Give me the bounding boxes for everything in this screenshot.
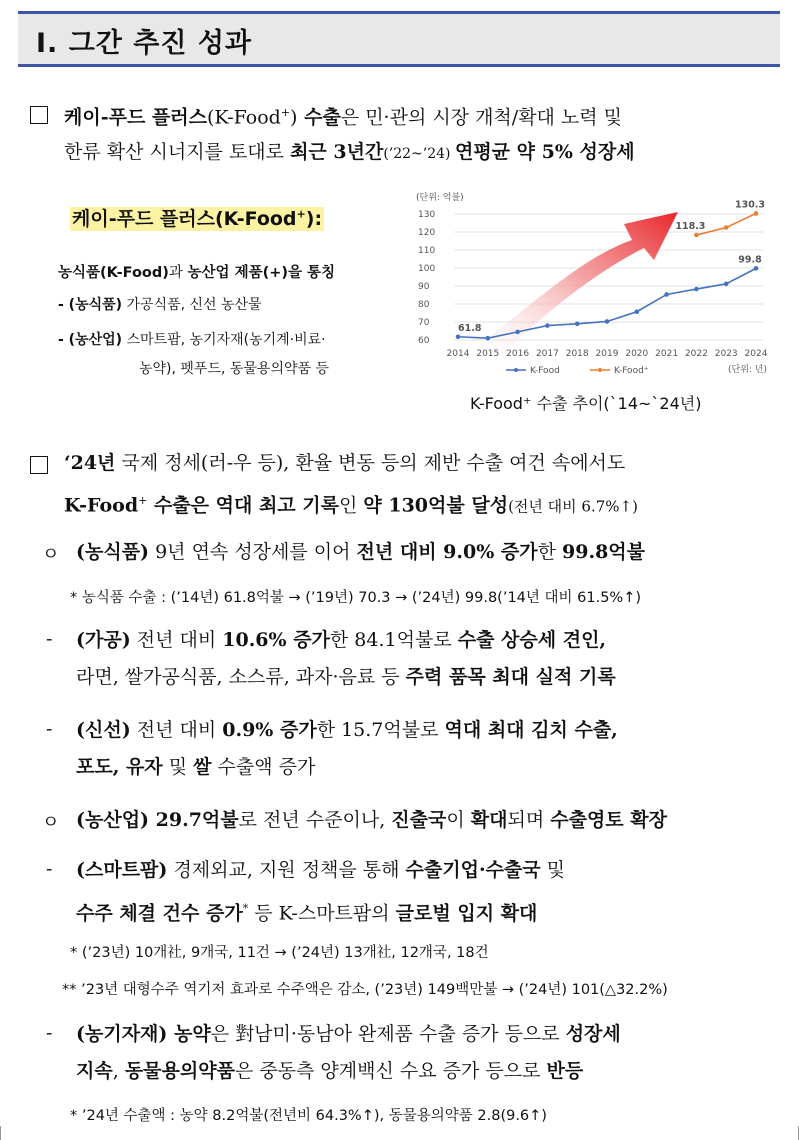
x-tick-label: 2017 (535, 349, 559, 359)
chart-x-unit-label: (단위: 년) (728, 365, 767, 375)
growth-arrow-icon (470, 212, 678, 356)
x-tick-label: 2021 (655, 349, 679, 359)
data-point (724, 225, 729, 230)
bullet-circle-icon: ㅇ (42, 812, 60, 833)
bullet-circle-icon: ㅇ (42, 544, 60, 565)
legend-kfood-plus: K-Food⁺ (614, 366, 649, 376)
chart-x-ticks (447, 349, 768, 359)
processed-line1: (가공) 전년 대비 10.6% 증가한 84.1억불로 수출 상승세 견인, (76, 629, 607, 651)
dash-bullet: - (46, 858, 53, 880)
y-tick-label: 120 (418, 228, 436, 238)
data-label: 130.3 (734, 199, 766, 211)
kfood-plus-item-agrifood: - (농식품) 가공식품, 신선 농산물 (58, 297, 262, 313)
y-tick-label: 80 (418, 300, 430, 310)
kfood-plus-definition-title: 케이-푸드 플러스(K-Food+): (72, 207, 323, 230)
section-title: Ⅰ. 그간 추진 성과 (36, 28, 252, 59)
data-point (694, 287, 699, 292)
page-corner-mark (0, 1126, 1, 1140)
data-point (486, 336, 491, 341)
x-tick-label: 2024 (744, 349, 768, 359)
chart-series (456, 199, 765, 340)
x-tick-label: 2020 (625, 349, 649, 359)
kfood-plus-term: 케이-푸드 플러스 (64, 106, 207, 129)
processed-line2: 라면, 쌀가공식품, 소스류, 과자·음료 등 주력 품목 최대 실적 기록 (76, 666, 616, 688)
data-point (575, 322, 580, 327)
smartfarm-note1: * (’23년) 10개社, 9개국, 11건 → (’24년) 13개社, 12개국, 18건 (70, 945, 489, 961)
legend-kfood: K-Food (530, 366, 560, 376)
smartfarm-note2: ** ’23년 대형수주 역기저 효과로 수주액은 감소, (’23년) 149백만불 → (’24년) 101(△32.2%) (62, 982, 668, 998)
data-point (545, 323, 550, 328)
agrimaterials-line2: 지속, 동물용의약품은 중동측 양계백신 수요 증가 등으로 반등 (76, 1060, 584, 1082)
kfood-plus-subtitle: 농식품(K-Food)과 농산업 제품(+)을 통칭 (58, 265, 336, 281)
fresh-line2: 포도, 유자 및 쌀 수출액 증가 (76, 756, 316, 778)
y-tick-label: 110 (418, 246, 436, 256)
data-point (515, 330, 520, 335)
agrimaterials-line1: (농기자재) 농약은 對남미·동남아 완제품 수출 증가 등으로 성장세 (76, 1023, 621, 1045)
kfood-export-chart (410, 188, 780, 384)
x-tick-label: 2018 (565, 349, 589, 359)
checkbox-square-icon (30, 456, 48, 474)
y-tick-label: 90 (418, 282, 430, 292)
data-point (754, 266, 759, 271)
checkbox-square-icon (30, 106, 48, 124)
x-tick-label: 2023 (714, 349, 738, 359)
dash-bullet: - (46, 718, 53, 740)
smartfarm-line2: 수주 체결 건수 증가* 등 K-스마트팜의 글로벌 입지 확대 (76, 902, 538, 925)
x-tick-label: 2014 (446, 349, 470, 359)
agrimaterials-note: * ’24년 수출액 : 농약 8.2억불(전년비 64.3%↑), 동물용의약품 2.8(9.6↑) (70, 1108, 547, 1124)
y-tick-label: 60 (418, 336, 430, 346)
x-tick-label: 2016 (506, 349, 530, 359)
data-point (664, 292, 669, 297)
para1-line2: 한류 확산 시너지를 토대로 최근 3년간(’22~’24) 연평균 약 5% 성장세 (64, 141, 635, 163)
x-tick-label: 2022 (684, 349, 708, 359)
data-label: 61.8 (458, 322, 482, 334)
fresh-line1: (신선) 전년 대비 0.9% 증가한 15.7억불로 역대 최대 김치 수출, (76, 719, 618, 741)
smartfarm-line1: (스마트팜) 경제외교, 지원 정책을 통해 수출기업·수출국 및 (76, 859, 566, 881)
data-point (754, 211, 759, 216)
chart-unit-label: (단위: 억불) (416, 193, 464, 203)
agrifood-note: * 농식품 수출 : (’14년) 61.8억불 → (’19년) 70.3 → (’24년) 99.8(’14년 대비 61.5%↑) (70, 590, 642, 606)
section-title-bar (18, 11, 780, 67)
data-point (456, 334, 461, 339)
para2-line2: K-Food+ 수출은 역대 최고 기록인 약 130억불 달성(전년 대비 6.7%↑) (64, 494, 638, 517)
x-tick-label: 2015 (476, 349, 500, 359)
kfood-plus-item-agriindustry: - (농산업) 스마트팜, 농기자재(농기계·비료· (58, 332, 326, 348)
y-tick-label: 130 (418, 210, 436, 220)
y-tick-label: 100 (418, 264, 436, 274)
x-tick-label: 2019 (595, 349, 619, 359)
agriindustry-line: (농산업) 29.7억불로 전년 수준이나, 진출국이 확대되며 수출영토 확장 (76, 809, 667, 831)
dash-bullet: - (46, 628, 53, 650)
y-tick-label: 70 (418, 318, 430, 328)
agrifood-line: (농식품) 9년 연속 성장세를 이어 전년 대비 9.0% 증가한 99.8억불 (76, 541, 645, 563)
data-point (694, 233, 699, 238)
kfood-plus-item-agriindustry-cont: 농약), 펫푸드, 동물용의약품 등 (139, 361, 330, 377)
chart-caption: K-Food⁺ 수출 추이(`14~`24년) (470, 394, 702, 413)
chart-legend (506, 366, 649, 376)
data-label: 118.3 (675, 221, 706, 233)
data-label: 99.8 (738, 254, 762, 266)
data-point (635, 309, 640, 314)
data-point (724, 282, 729, 287)
para1-line1: 케이-푸드 플러스(K-Food+) 수출은 민·관의 시장 개척/확대 노력 및 (64, 106, 623, 129)
data-point (605, 319, 610, 324)
para2-line1: ‘24년 국제 정세(러-우 등), 환율 변동 등의 제반 수출 여건 속에서도 (64, 452, 626, 474)
dash-bullet: - (46, 1022, 53, 1044)
